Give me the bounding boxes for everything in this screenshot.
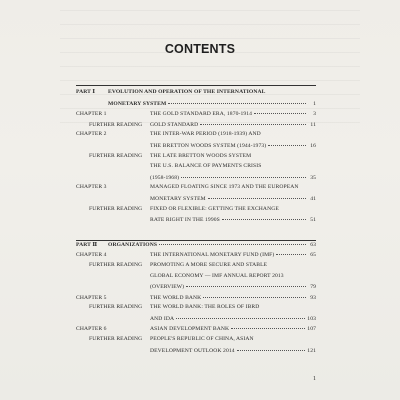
toc-further-reading-row[interactable] (76, 345, 316, 356)
toc-entry-title: RATE RIGHT IN THE 1990S (150, 217, 220, 224)
toc-page-number: 41 (310, 195, 316, 202)
dot-leader (181, 171, 306, 178)
toc-chapter-row[interactable] (76, 323, 316, 334)
toc-entry-title: MANAGED FLOATING SINCE 1973 AND THE EUROPEAN (150, 184, 299, 191)
toc-chapter-row[interactable] (76, 249, 316, 260)
toc-chapter-row[interactable] (76, 193, 316, 204)
toc-page-number: 103 (307, 315, 316, 322)
dot-leader (268, 139, 306, 146)
dot-leader (176, 312, 305, 319)
toc-further-reading-row[interactable] (76, 151, 316, 162)
part-spacer (76, 225, 316, 239)
toc-entry-prefix: FURTHER READING (89, 336, 143, 343)
dot-leader (254, 107, 306, 114)
toc-entry-title: THE U.S. BALANCE OF PAYMENTS CRISIS (150, 163, 262, 170)
dot-leader (159, 238, 306, 245)
toc-further-reading-row[interactable] (76, 172, 316, 183)
toc-entry-title: EVOLUTION AND OPERATION OF THE INTERNATIONAL (108, 89, 266, 95)
toc-chapter-row[interactable] (76, 292, 316, 303)
toc-page-number: 16 (310, 142, 316, 149)
toc-entry-title: PEOPLE'S REPUBLIC OF CHINA, ASIAN (150, 336, 254, 343)
toc-page-number: 121 (307, 347, 316, 354)
toc-entry-title: (OVERVIEW) (150, 284, 185, 291)
toc-entry-prefix: CHAPTER 4 (76, 252, 107, 259)
dot-leader (203, 291, 306, 298)
toc-entry-title: THE LATE BRETTON WOODS SYSTEM (150, 152, 252, 159)
toc-entry-prefix: FURTHER READING (89, 304, 143, 311)
toc-page-number: 51 (310, 217, 316, 224)
toc-page-number: 63 (310, 241, 316, 248)
toc-entry-title: MONETARY SYSTEM (150, 195, 206, 202)
page-number: 1 (313, 376, 316, 382)
toc-entry-prefix: FURTHER READING (89, 261, 143, 268)
toc-entry-title: ORGANIZATIONS (108, 241, 158, 248)
toc-entry-title: (1958-1968) (150, 174, 180, 181)
toc-entry-prefix: CHAPTER 6 (76, 326, 107, 333)
toc-page-number: 79 (310, 284, 316, 291)
toc-entry-title: THE INTER-WAR PERIOD (1918-1939) AND (150, 131, 261, 138)
dot-leader (200, 118, 306, 125)
toc-entry-prefix: PART Ⅰ (76, 89, 96, 95)
toc-entry-title: THE INTERNATIONAL MONETARY FUND (IMF) (150, 252, 275, 259)
toc-entry-title: THE WORLD BANK (150, 294, 202, 301)
toc-page-number: 107 (307, 326, 316, 333)
toc-entry-title: THE GOLD STANDARD ERA, 1870-1914 (150, 111, 253, 118)
dot-leader (231, 322, 305, 329)
toc-further-reading-row[interactable] (76, 214, 316, 225)
toc-page-number: 65 (310, 252, 316, 259)
toc-further-reading-row[interactable] (76, 119, 316, 130)
toc-entry-title: AND IDA (150, 315, 175, 322)
dot-leader (222, 213, 306, 220)
toc-entry-title: GLOBAL ECONOMY — IMF ANNUAL REPORT 2013 (150, 272, 284, 279)
toc-page-number: 93 (310, 294, 316, 301)
toc-page-number: 11 (310, 121, 316, 128)
dot-leader (237, 344, 306, 351)
toc-entry-title: ASIAN DEVELOPMENT BANK (150, 326, 230, 333)
toc-entry-prefix: PART Ⅱ (76, 241, 98, 248)
toc-page-number: 1 (313, 100, 316, 107)
toc-entry-prefix: FURTHER READING (89, 152, 143, 159)
dot-leader (168, 97, 306, 104)
toc-entry-prefix: CHAPTER 5 (76, 294, 107, 301)
toc-entry-title: GOLD STANDARD (150, 121, 199, 128)
toc-chapter-row[interactable] (76, 140, 316, 151)
toc-page-number: 3 (313, 111, 316, 118)
top-rule (76, 85, 316, 86)
toc-entry-prefix: CHAPTER 2 (76, 131, 107, 138)
dot-leader (186, 280, 306, 287)
toc-entry-title: PROMOTING A MORE SECURE AND STABLE (150, 261, 268, 268)
page-title: CONTENTS (164, 42, 236, 56)
toc-entry-prefix: FURTHER READING (89, 205, 143, 212)
toc-entry-prefix: CHAPTER 3 (76, 184, 107, 191)
toc-entry-prefix: FURTHER READING (89, 121, 143, 128)
toc-further-reading-row[interactable] (76, 260, 316, 271)
toc-entry-title: THE WORLD BANK: THE ROLES OF IBRD (150, 304, 260, 311)
dot-leader (208, 192, 306, 199)
toc-entry-title: THE BRETTON WOODS SYSTEM (1944-1973) (150, 142, 267, 149)
toc-entry-title: DEVELOPMENT OUTLOOK 2014 (150, 347, 235, 354)
toc-entry-title: MONETARY SYSTEM (108, 100, 167, 107)
dot-leader (276, 248, 306, 255)
toc-entry-prefix: CHAPTER 1 (76, 111, 107, 118)
toc-page-number: 35 (310, 174, 316, 181)
table-of-contents (76, 87, 316, 355)
toc-entry-title: FIXED OR FLEXIBLE: GETTING THE EXCHANGE (150, 205, 279, 212)
